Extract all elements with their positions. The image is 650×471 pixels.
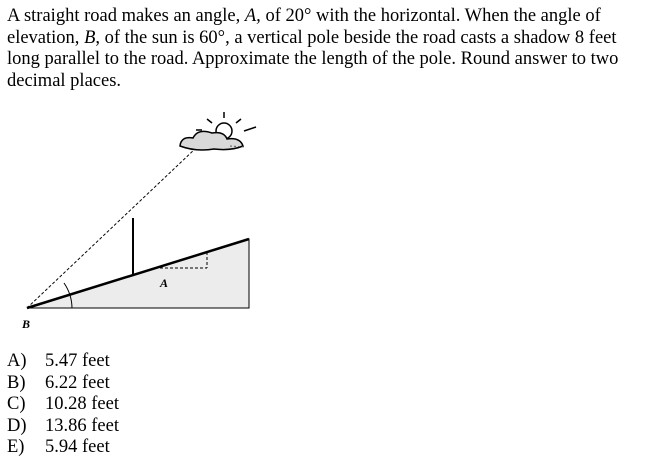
angle-a-variable: A, <box>244 6 261 26</box>
sun-cloud-icon <box>180 112 256 150</box>
question-part-2: of 20° with the horizontal. When the angle of elevation, <box>7 6 601 48</box>
choice-text: 5.94 feet <box>45 437 110 457</box>
question-text <box>7 6 643 92</box>
choice-letter: A) <box>7 351 27 371</box>
road-pole-diagram <box>0 100 300 345</box>
answer-choices <box>7 351 119 459</box>
choice-letter: E) <box>7 437 25 457</box>
choice-letter: C) <box>7 394 26 414</box>
choice-text: 10.28 feet <box>45 394 119 414</box>
answer-choice-c[interactable] <box>7 394 119 416</box>
choice-letter: B) <box>7 372 26 393</box>
answer-choice-d[interactable] <box>7 416 119 438</box>
answer-choice-a[interactable] <box>7 351 119 373</box>
question-part-1: A straight road makes an angle, <box>7 6 245 26</box>
angle-b-variable: B <box>84 27 96 48</box>
choice-text: 6.22 feet <box>45 372 110 393</box>
answer-choice-b[interactable] <box>7 373 119 395</box>
choice-text: 13.86 feet <box>45 415 119 436</box>
answer-choice-e[interactable] <box>7 437 119 459</box>
choice-letter: D) <box>7 415 27 436</box>
diagram-svg <box>0 100 300 345</box>
label-angle-a: A <box>160 276 169 290</box>
label-angle-b: B <box>22 317 31 331</box>
question-part-3: , of the sun is 60°, a vertical pole beside the road casts a shadow 8 feet long parallel to the road. Approximate the length of the pole. Round answer to two decimal places. <box>7 27 619 91</box>
choice-text: 5.47 feet <box>45 351 110 371</box>
